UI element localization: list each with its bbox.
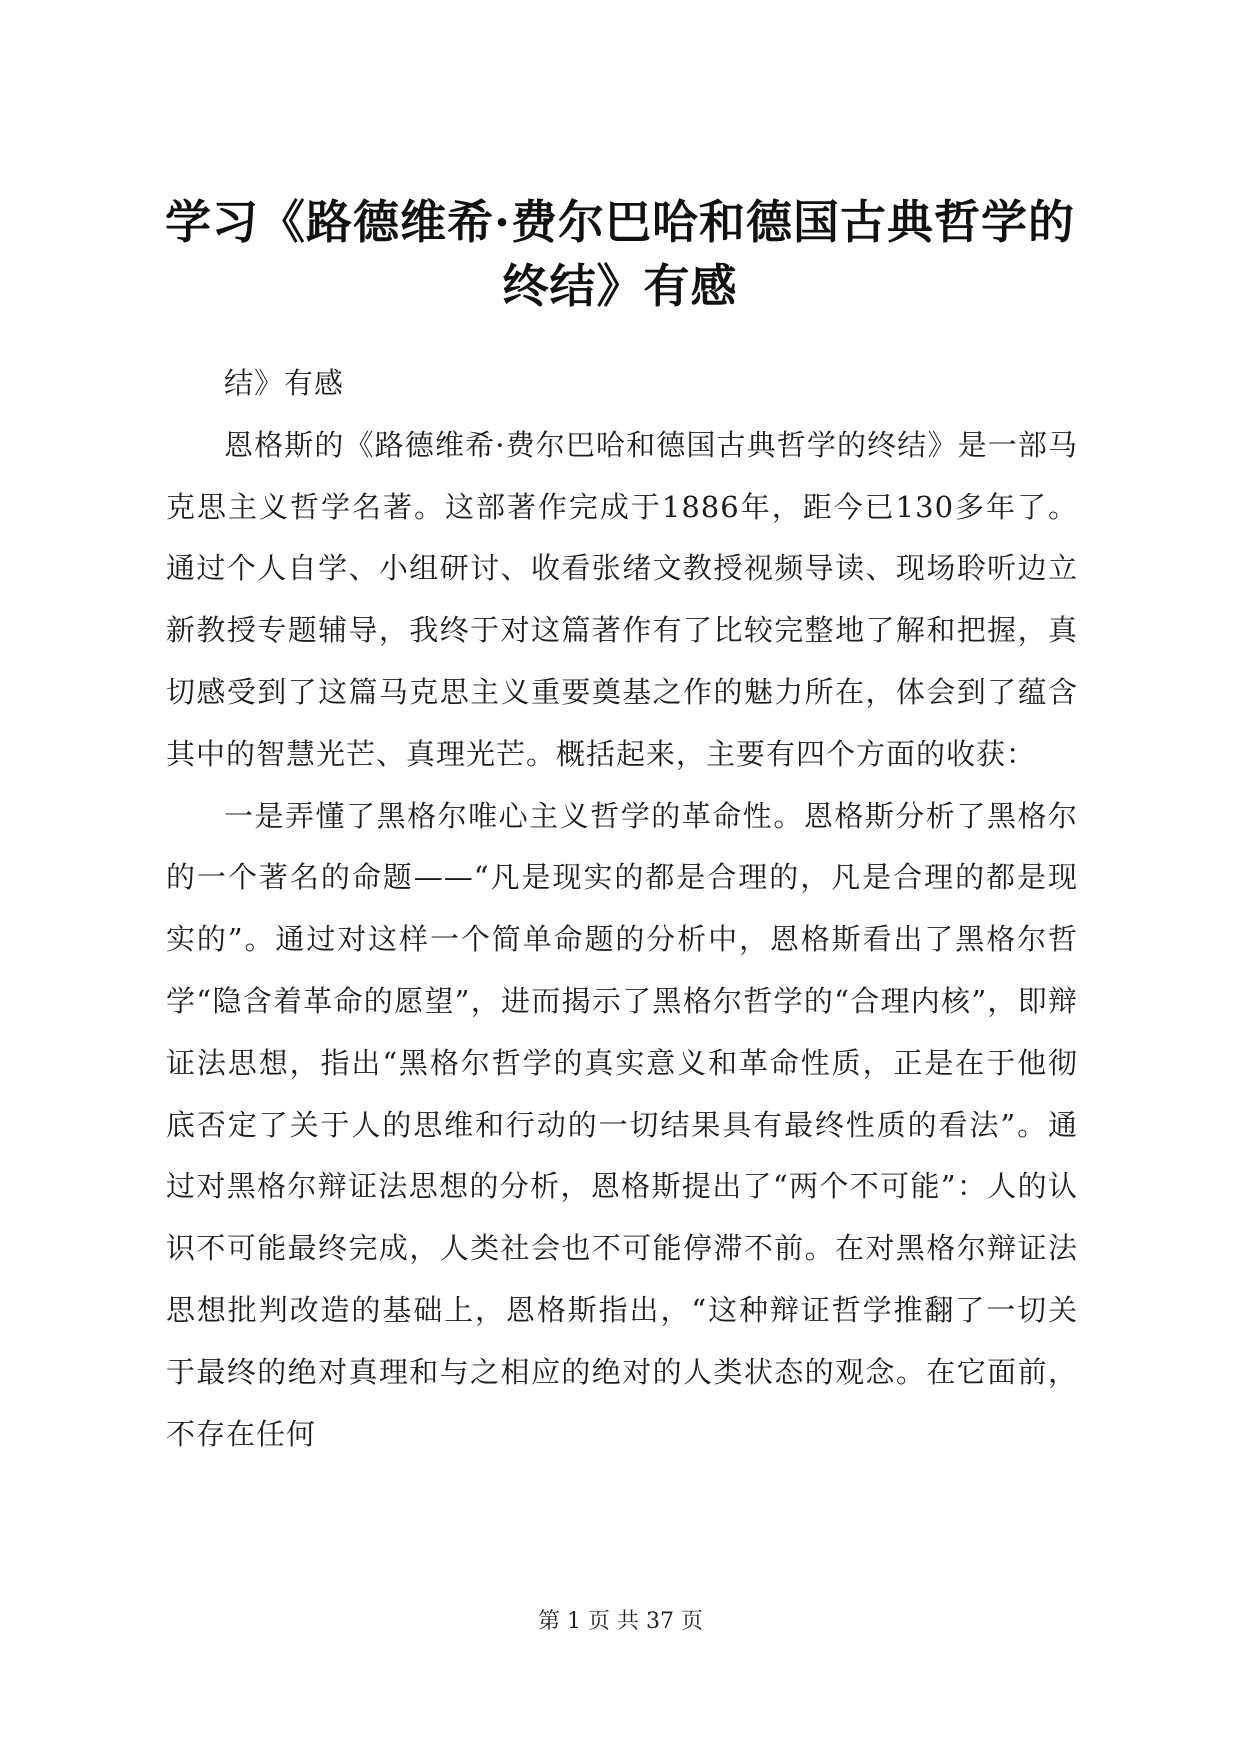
paragraph-point-one: 一是弄懂了黑格尔唯心主义哲学的革命性。恩格斯分析了黑格尔的一个著名的命题——“凡是现实的都是合理的，凡是合理的都是现实的”。通过对这样一个简单命题的分析中，恩格斯看出了黑格尔哲学“隐含着革命的愿望”，进而揭示了黑格尔哲学的“合理内核”，即辩证法思想，指出“黑格尔哲学的真实意义和革命性质，正是在于他彻底否定了关于人的思维和行动的一切结果具有最终性质的看法”。通过对黑格尔辩证法思想的分析，恩格斯提出了“两个不可能”：人的认识不可能最终完成，人类社会也不可能停滞不前。在对黑格尔辩证法思想批判改造的基础上，恩格斯指出，“这种辩证哲学推翻了一切关于最终的绝对真理和与之相应的绝对的人类状态的观念。在它面前，不存在任何 [166,798,1078,1451]
paragraph-heading-remnant: 结》有感 [224,366,345,400]
page-footer: 第 1 页 共 37 页 [538,1609,703,1634]
document-title: 学习《路德维希·费尔巴哈和德国古典哲学的终结》有感 [164,195,1075,313]
document-body [166,353,1078,1465]
paragraph-intro: 恩格斯的《路德维希·费尔巴哈和德国古典哲学的终结》是一部马克思主义哲学名著。这部著作完成于1886年，距今已130多年了。通过个人自学、小组研讨、收看张绪文教授视频导读、现场聆听边立新教授专题辅导，我终于对这篇著作有了比较完整地了解和把握，真切感受到了这篇马克思主义重要奠基之作的魅力所在，体会到了蕴含其中的智慧光芒、真理光芒。概括起来，主要有四个方面的收获： [166,427,1078,771]
